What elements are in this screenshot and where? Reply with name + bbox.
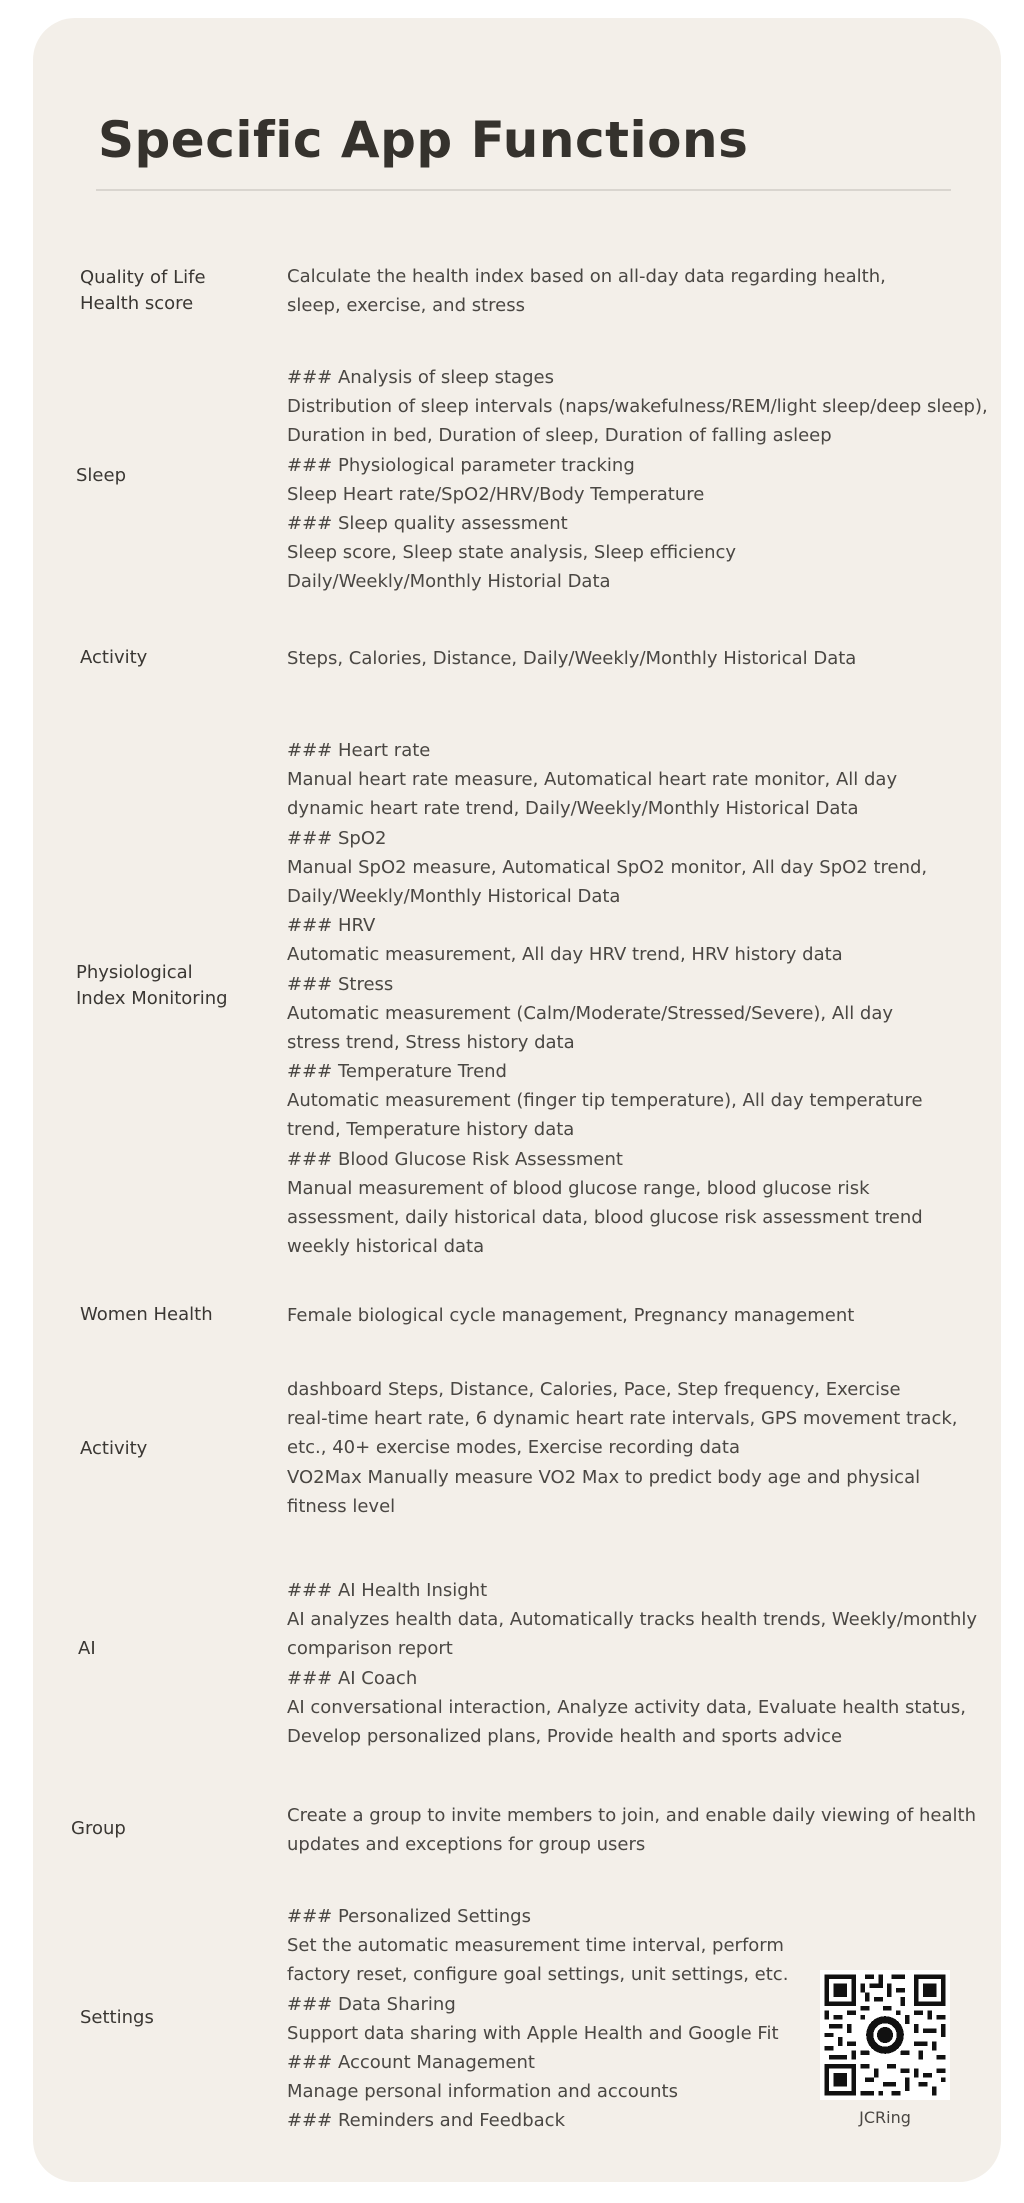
content-line: Automatic measurement (Calm/Moderate/Stressed/Severe), All day: [287, 1002, 894, 1024]
content-line: ### SpO2: [287, 827, 387, 849]
content-line: Distribution of sleep intervals (naps/wakefulness/REM/light sleep/deep sleep),: [287, 396, 988, 418]
row-label-line: Activity: [80, 1438, 148, 1459]
content-line: AI conversational interaction, Analyze activity data, Evaluate health status,: [287, 1696, 967, 1718]
content-line: Calculate the health index based on all-day data regarding health,: [287, 266, 886, 287]
content-line: ### Data Sharing: [287, 1993, 456, 2015]
row-content: [287, 1375, 1001, 1521]
content-line: ### Account Management: [287, 2051, 535, 2073]
row-label: [71, 1816, 241, 1842]
content-line: trend, Temperature history data: [287, 1119, 575, 1141]
content-line: Steps, Calories, Distance, Daily/Weekly/Monthly Historical Data: [287, 648, 857, 669]
row-label-line: Group: [71, 1818, 126, 1839]
content-line: ### HRV: [287, 915, 376, 937]
content-line: ### Analysis of sleep stages: [287, 367, 554, 388]
qr-caption: JCRing: [859, 2108, 911, 2127]
content-line: Manage personal information and accounts: [287, 2081, 678, 2103]
content-line: ### Sleep quality assessment: [287, 512, 568, 534]
content-line: Female biological cycle management, Pregnancy management: [287, 1305, 855, 1326]
row-content: [287, 1801, 1001, 1859]
row-content: [287, 644, 1001, 673]
content-line: weekly historical data: [287, 1236, 485, 1258]
content-line: ### Physiological parameter tracking: [287, 454, 635, 476]
content-line: real-time heart rate, 6 dynamic heart rate intervals, GPS movement track,: [287, 1408, 958, 1430]
row-label-line: Settings: [80, 2007, 154, 2028]
row-label-line: Activity: [80, 647, 148, 668]
row-content: [287, 262, 1001, 320]
qr-code-icon[interactable]: [820, 1970, 950, 2100]
content-line: Automatic measurement (finger tip temperature), All day temperature: [287, 1090, 923, 1112]
row-label-line: AI: [78, 1638, 96, 1659]
content-line: dashboard Steps, Distance, Calories, Pace, Step frequency, Exercise: [287, 1379, 901, 1400]
content-line: Manual SpO2 measure, Automatical SpO2 monitor, All day SpO2 trend,: [287, 856, 928, 878]
content-line: factory reset, configure goal settings, unit settings, etc.: [287, 1964, 789, 1986]
content-line: etc., 40+ exercise modes, Exercise recording data: [287, 1437, 740, 1459]
content-line: ### Reminders and Feedback: [287, 2110, 565, 2132]
content-line: ### Stress: [287, 973, 394, 995]
row-label-line: Sleep: [76, 465, 127, 486]
content-line: Automatic measurement, All day HRV trend, HRV history data: [287, 944, 843, 966]
content-line: ### Heart rate: [287, 740, 431, 761]
row-label-line: Index Monitoring: [76, 988, 228, 1009]
row-content: [287, 736, 1001, 1261]
content-line: comparison report: [287, 1638, 453, 1660]
row-content: [287, 363, 1001, 597]
content-line: sleep, exercise, and stress: [287, 295, 525, 317]
content-line: dynamic heart rate trend, Daily/Weekly/Monthly Historical Data: [287, 798, 859, 820]
row-label: [76, 463, 246, 489]
camera-icon: [863, 2013, 908, 2058]
content-line: updates and exceptions for group users: [287, 1834, 646, 1856]
content-line: ### AI Coach: [287, 1667, 418, 1689]
row-label-line: Women Health: [80, 1304, 213, 1325]
content-line: ### Temperature Trend: [287, 1061, 507, 1083]
content-line: Duration in bed, Duration of sleep, Duration of falling asleep: [287, 425, 832, 447]
content-line: Set the automatic measurement time interval, perform: [287, 1935, 784, 1957]
content-line: Create a group to invite members to join, and enable daily viewing of health: [287, 1805, 977, 1826]
content-line: Develop personalized plans, Provide health and sports advice: [287, 1725, 843, 1747]
content-line: ### Blood Glucose Risk Assessment: [287, 1148, 623, 1170]
row-label: [80, 1436, 250, 1462]
content-line: assessment, daily historical data, blood glucose risk assessment trend: [287, 1207, 923, 1228]
content-line: Daily/Weekly/Monthly Historical Data: [287, 885, 621, 907]
qr-code-block: [820, 1970, 950, 2128]
content-line: ### Personalized Settings: [287, 1906, 531, 1927]
content-line: Daily/Weekly/Monthly Historial Data: [287, 571, 611, 593]
row-content: [287, 1576, 1001, 1751]
row-label: [80, 265, 250, 317]
content-card: [33, 18, 1001, 2182]
page-title: Specific App Functions: [98, 111, 749, 169]
content-line: stress trend, Stress history data: [287, 1031, 575, 1053]
row-label: [78, 1636, 248, 1662]
feature-table: [33, 18, 1001, 2182]
content-line: Manual heart rate measure, Automatical heart rate monitor, All day: [287, 769, 898, 791]
content-line: Sleep Heart rate/SpO2/HRV/Body Temperature: [287, 483, 705, 505]
row-label: [80, 645, 250, 671]
content-line: fitness level: [287, 1495, 396, 1517]
content-line: Manual measurement of blood glucose range, blood glucose risk: [287, 1177, 870, 1199]
row-label-line: Quality of Life: [80, 267, 206, 288]
content-line: VO2Max Manually measure VO2 Max to predict body age and physical: [287, 1466, 921, 1488]
content-line: Support data sharing with Apple Health and Google Fit: [287, 2022, 779, 2044]
row-label: [76, 960, 246, 1012]
content-line: AI analyzes health data, Automatically tracks health trends, Weekly/monthly: [287, 1609, 978, 1631]
row-label: [80, 2005, 250, 2031]
row-label-line: Physiological: [76, 962, 193, 983]
row-label: [80, 1302, 250, 1328]
row-content: [287, 1301, 1001, 1330]
content-line: Sleep score, Sleep state analysis, Sleep efficiency: [287, 542, 737, 564]
content-line: ### AI Health Insight: [287, 1580, 488, 1601]
row-label-line: Health score: [80, 293, 194, 314]
